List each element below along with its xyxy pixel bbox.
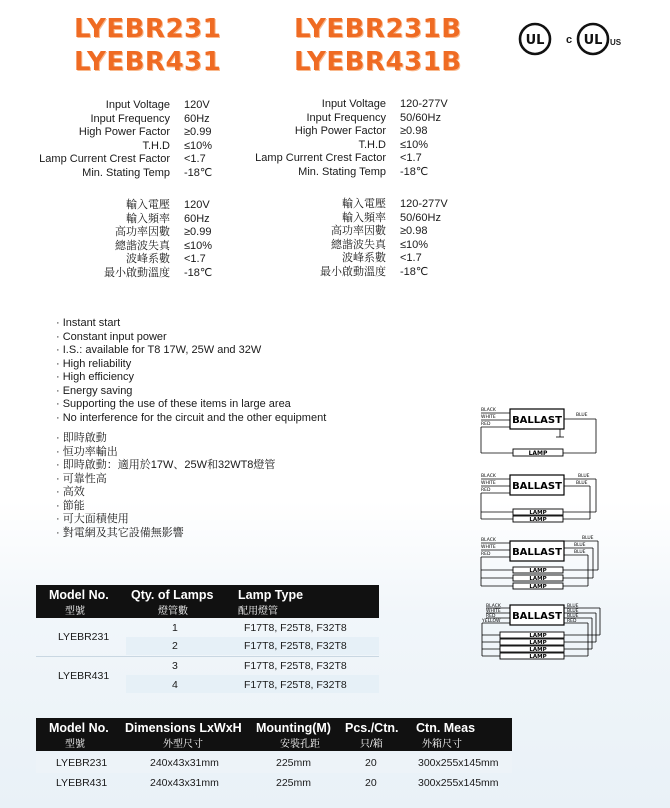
lamp-header-type-en: Lamp Type <box>238 588 304 602</box>
svg-text:LAMP: LAMP <box>529 568 547 574</box>
spec-value: <1.7 <box>400 152 422 165</box>
svg-text:BALLAST: BALLAST <box>512 481 562 492</box>
lamp-table-body <box>36 618 379 696</box>
spec-value: -18℃ <box>400 266 429 278</box>
spec-value: ≥0.99 <box>184 226 212 239</box>
spec-value: ≥0.98 <box>400 125 428 138</box>
svg-text:BALLAST: BALLAST <box>512 415 562 426</box>
spec-value: 60Hz <box>184 112 210 125</box>
feature-item: · 恒功率輸出 <box>56 445 118 458</box>
lamp-table-qty: 3 <box>172 660 178 672</box>
cul-us-logo-icon <box>566 20 626 58</box>
svg-text:LAMP: LAMP <box>529 576 547 582</box>
svg-text:BLACK: BLACK <box>486 604 501 609</box>
spec-label: 輸入電壓 <box>342 198 386 210</box>
lamp-table-type: F17T8, F25T8, F32T8 <box>244 660 347 672</box>
dim-row-dimensions: 240x43x31mm <box>150 757 219 769</box>
spec-label: 高功率因數 <box>331 225 386 238</box>
cul-ul-text: UL <box>583 33 603 48</box>
wiring-diagram-2-lamps <box>478 470 603 530</box>
lamp-header-qty-en: Qty. of Lamps <box>131 588 214 602</box>
svg-text:LAMP: LAMP <box>528 450 548 457</box>
dim-header-dimensions-en: Dimensions LxWxH <box>125 721 242 735</box>
wiring-diagram-3-lamps <box>478 534 603 594</box>
ul-logo-text: UL <box>525 33 545 48</box>
feature-item: · Supporting the use of these items in large area <box>56 398 291 410</box>
wiring-diagram-4-lamps <box>478 600 603 664</box>
feature-item: · 即時啟動 <box>56 432 107 444</box>
ul-logo-icon <box>516 20 554 58</box>
spec-value: <1.7 <box>400 252 422 265</box>
model-title-lyebr431: LYEBR431 <box>74 47 222 77</box>
feature-item: · Energy saving <box>56 384 133 397</box>
spec-value: ≤10% <box>400 238 429 251</box>
svg-text:LAMP: LAMP <box>529 633 547 639</box>
dim-header-pcs-en: Pcs./Ctn. <box>345 721 399 735</box>
feature-item: · 高效 <box>56 486 85 498</box>
svg-text:BLACK: BLACK <box>481 474 496 479</box>
spec-label: High Power Factor <box>294 125 386 138</box>
wiring-diagram-1-lamp <box>478 404 603 464</box>
dim-header-meas-zh: 外箱尺寸 <box>422 739 462 750</box>
dimension-table-body <box>36 751 512 796</box>
svg-text:WHITE: WHITE <box>481 481 496 486</box>
lamp-table-qty: 4 <box>172 679 178 691</box>
svg-text:WHITE: WHITE <box>481 545 496 550</box>
spec-value: 60Hz <box>184 212 210 225</box>
feature-item: · Constant input power <box>56 330 167 343</box>
spec-label: Min. Stating Temp <box>82 167 170 179</box>
model-title-lyebr231b: LYEBR231B <box>294 14 462 44</box>
lamp-table-model-lyebr431: LYEBR431 <box>58 670 110 682</box>
spec-label: 最小啟動溫度 <box>320 266 386 278</box>
svg-text:BLUE: BLUE <box>567 614 579 619</box>
feature-item: · 對電網及其它設備無影響 <box>56 526 184 539</box>
svg-text:RED: RED <box>567 619 577 624</box>
lamp-header-type-zh: 配用燈管 <box>238 606 278 617</box>
dim-header-pcs-zh: 只/箱 <box>360 739 383 750</box>
lamp-table-qty: 1 <box>172 622 178 634</box>
svg-text:BALLAST: BALLAST <box>512 611 562 622</box>
spec-label: Input Frequency <box>90 112 170 125</box>
dim-row-meas: 300x255x145mm <box>418 777 499 789</box>
spec-label: Input Voltage <box>105 99 170 111</box>
dim-row-dimensions: 240x43x31mm <box>150 777 219 789</box>
spec-value: 120V <box>184 199 210 211</box>
dim-row-model: LYEBR431 <box>56 777 108 789</box>
spec-value: 50/60Hz <box>400 111 441 124</box>
svg-text:BLUE: BLUE <box>567 604 579 609</box>
dim-header-mounting-zh: 安裝孔距 <box>280 739 320 750</box>
svg-text:LAMP: LAMP <box>529 510 547 516</box>
feature-item: · High reliability <box>56 357 132 370</box>
lamp-table-type: F17T8, F25T8, F32T8 <box>244 640 347 652</box>
spec-value: -18℃ <box>184 167 213 179</box>
dim-header-dimensions-zh: 外型尺寸 <box>163 739 203 750</box>
svg-text:LAMP: LAMP <box>529 647 547 653</box>
spec-label: 波峰系數 <box>126 253 170 266</box>
specs-right-english <box>0 98 448 180</box>
features-chinese <box>56 432 275 540</box>
lamp-table-type: F17T8, F25T8, F32T8 <box>244 679 347 691</box>
feature-item: · 即時啟動：適用於17W、25W和32WT8燈管 <box>56 459 276 471</box>
cul-circle-icon <box>574 20 612 58</box>
spec-label: 輸入電壓 <box>126 199 170 211</box>
spec-value: 120V <box>184 99 210 111</box>
spec-label: 總諧波失真 <box>331 238 386 251</box>
feature-item: · 可靠性高 <box>56 472 107 485</box>
dim-row-pcs: 20 <box>365 757 377 769</box>
svg-text:BALLAST: BALLAST <box>512 547 562 558</box>
dim-row-mounting: 225mm <box>276 777 312 789</box>
cul-us-text: US <box>610 38 622 47</box>
feature-item: · 節能 <box>56 499 85 512</box>
svg-text:BLUE: BLUE <box>576 413 588 418</box>
svg-text:LAMP: LAMP <box>529 640 547 646</box>
spec-value: 120-277V <box>400 198 448 210</box>
lamp-table-header <box>36 585 379 618</box>
spec-value: -18℃ <box>184 267 213 279</box>
feature-item: · Instant start <box>56 317 121 329</box>
dim-row-mounting: 225mm <box>276 757 312 769</box>
model-title-lyebr231: LYEBR231 <box>74 14 222 44</box>
spec-value: -18℃ <box>400 166 429 178</box>
lamp-table-qty: 2 <box>172 640 178 652</box>
dim-header-model-zh: 型號 <box>65 739 85 750</box>
spec-value: ≥0.99 <box>184 126 212 139</box>
spec-label: Lamp Current Crest Factor <box>39 153 170 166</box>
svg-text:LAMP: LAMP <box>529 517 547 523</box>
svg-text:BLACK: BLACK <box>481 408 496 413</box>
dim-header-mounting-en: Mounting(M) <box>256 721 331 735</box>
spec-label: T.H.D <box>142 139 170 152</box>
lamp-table-model-lyebr231: LYEBR231 <box>58 631 110 643</box>
feature-item: · No interference for the circuit and the other equipment <box>56 411 327 424</box>
svg-text:YELLOW: YELLOW <box>482 619 501 624</box>
feature-item: · 可大面積使用 <box>56 513 129 525</box>
svg-text:RED: RED <box>486 614 496 619</box>
spec-label: Lamp Current Crest Factor <box>255 152 386 165</box>
spec-value: ≤10% <box>400 138 429 151</box>
spec-label: 總諧波失真 <box>115 239 170 252</box>
svg-text:BLUE: BLUE <box>582 536 594 541</box>
lamp-table-type: F17T8, F25T8, F32T8 <box>244 622 347 634</box>
features-english <box>56 317 326 425</box>
svg-text:LAMP: LAMP <box>529 654 547 660</box>
dimension-table-header <box>36 718 512 751</box>
spec-value: <1.7 <box>184 253 206 266</box>
spec-label: 高功率因數 <box>115 226 170 239</box>
svg-text:RED: RED <box>481 422 491 427</box>
spec-value: 120-277V <box>400 98 448 110</box>
spec-value: ≤10% <box>184 239 213 252</box>
svg-text:BLUE: BLUE <box>574 550 586 555</box>
model-title-lyebr431b: LYEBR431B <box>294 47 462 77</box>
svg-text:BLUE: BLUE <box>574 543 586 548</box>
dim-header-meas-en: Ctn. Meas <box>416 721 476 735</box>
spec-value: <1.7 <box>184 153 206 166</box>
spec-label: T.H.D <box>358 138 386 151</box>
spec-label: 輸入頻率 <box>342 211 386 224</box>
dim-row-model: LYEBR231 <box>56 757 108 769</box>
lamp-header-qty-zh: 燈管數 <box>158 606 188 617</box>
svg-text:WHITE: WHITE <box>486 609 501 614</box>
spec-label: 輸入頻率 <box>126 212 170 225</box>
svg-text:RED: RED <box>481 488 491 493</box>
svg-text:BLACK: BLACK <box>481 538 496 543</box>
svg-text:RED: RED <box>481 552 491 557</box>
lamp-header-model-en: Model No. <box>49 588 109 602</box>
feature-item: · I.S.: available for T8 17W, 25W and 32W <box>56 344 262 356</box>
dim-row-pcs: 20 <box>365 777 377 789</box>
dim-header-model-en: Model No. <box>49 721 109 735</box>
svg-text:BLUE: BLUE <box>578 474 590 479</box>
lamp-header-model-zh: 型號 <box>65 606 85 617</box>
spec-label: Input Frequency <box>306 111 386 124</box>
cul-c-text: c <box>566 34 573 46</box>
feature-item: · High efficiency <box>56 371 135 383</box>
svg-text:BLUE: BLUE <box>567 609 579 614</box>
spec-label: Min. Stating Temp <box>298 166 386 178</box>
spec-value: 50/60Hz <box>400 211 441 224</box>
spec-label: High Power Factor <box>78 126 170 139</box>
spec-label: Input Voltage <box>321 98 386 110</box>
svg-text:LAMP: LAMP <box>529 584 547 590</box>
spec-value: ≥0.98 <box>400 225 428 238</box>
dim-row-meas: 300x255x145mm <box>418 757 499 769</box>
spec-label: 波峰系數 <box>342 252 386 265</box>
svg-text:BLUE: BLUE <box>576 481 588 486</box>
specs-right-chinese <box>0 198 448 280</box>
spec-value: ≤10% <box>184 139 213 152</box>
svg-text:WHITE: WHITE <box>481 415 496 420</box>
spec-label: 最小啟動溫度 <box>104 267 170 279</box>
